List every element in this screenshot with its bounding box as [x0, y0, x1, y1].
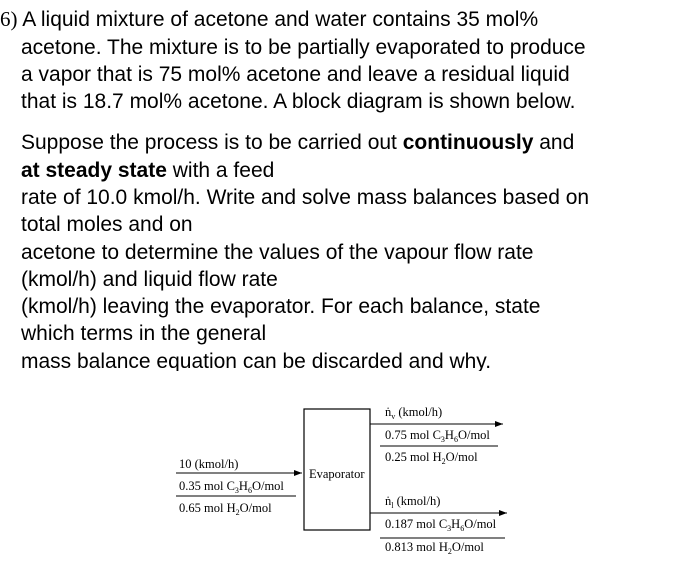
- feed-water: 0.65 mol $H_2O$/mol: [179, 501, 272, 517]
- feed-acetone: 0.35 mol $C_3H_6O$/mol: [179, 479, 284, 495]
- question-line-5: Suppose the process is to be carried out continuously and: [21, 131, 575, 154]
- question-line-2: acetone. The mixture is to be partially evaporated to produce: [21, 36, 586, 59]
- question-line-13: mass balance equation can be discarded and why.: [21, 350, 492, 371]
- emphasis-continuously: continuously: [402, 131, 534, 154]
- question-line-9: acetone to determine the values of the vapour flow rate: [21, 241, 534, 264]
- vapor-water: 0.25 mol $H_2O$/mol: [385, 450, 478, 466]
- question-line-3: a vapor that is 75 mol% acetone and leave a residual liquid: [21, 63, 570, 86]
- liquid-acetone: 0.187 mol $C_3H_6O$/mol: [385, 517, 497, 533]
- block-diagram: [0, 395, 700, 566]
- feed-flow: 10 (kmol/h): [179, 457, 239, 471]
- question-line-11: (kmol/h) leaving the evaporator. For each balance, state: [21, 295, 541, 318]
- emphasis-steady-state: at steady state: [21, 159, 167, 182]
- liquid-water: 0.813 mol $H_2O$/mol: [385, 540, 484, 556]
- question-line-8: total moles and on: [21, 213, 193, 236]
- question-line-6: at steady state with a feed: [21, 159, 275, 182]
- question-line-4: that is 18.7 mol% acetone. A block diagram is shown below.: [21, 90, 576, 113]
- vapor-acetone: 0.75 mol $C_3H_6O$/mol: [385, 428, 490, 444]
- question-line-10: (kmol/h) and liquid flow rate: [21, 268, 278, 291]
- question-line-7: rate of 10.0 kmol/h. Write and solve mass balances based on: [21, 186, 590, 209]
- vapor-flow: ṅ$_v$ (kmol/h): [385, 405, 443, 421]
- question-line-12: which terms in the general: [21, 322, 267, 345]
- question-number: 6): [0, 7, 18, 31]
- liquid-flow: ṅ$_l$ (kmol/h): [385, 494, 441, 510]
- question-line-1: 6) A liquid mixture of acetone and water contains 35 mol%: [0, 7, 539, 31]
- evaporator-label: Evaporator: [309, 467, 365, 481]
